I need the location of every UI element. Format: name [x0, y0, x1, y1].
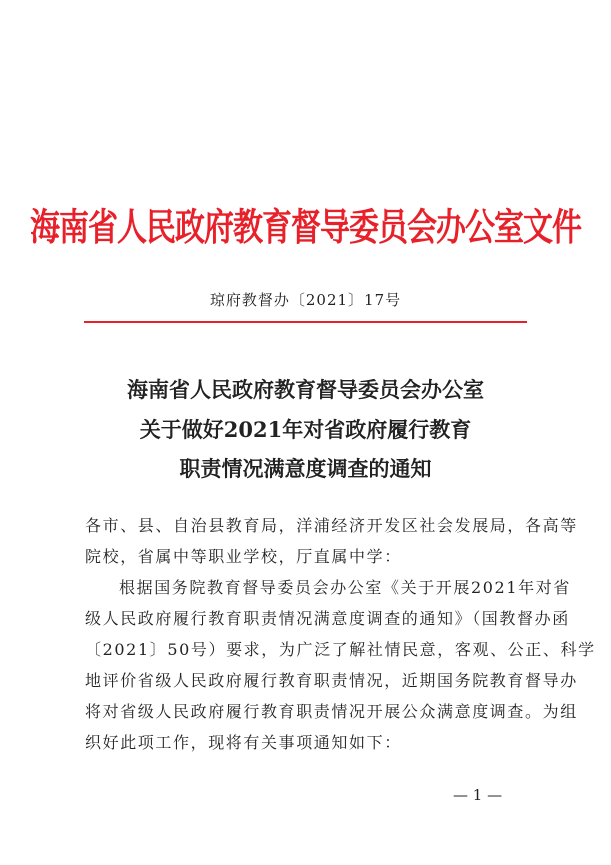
title-line: 关于做好2021年对省政府履行教育 — [139, 416, 472, 442]
issuer-header: 海南省人民政府教育督导委员会办公室文件 — [30, 206, 581, 250]
page-number: — 1 — — [453, 786, 503, 804]
body-line: 地评价省级人民政府履行教育职责情况，近期国务院教育督导办 — [85, 671, 578, 690]
document-body — [85, 510, 596, 758]
body-line: 织好此项工作，现将有关事项通知如下： — [85, 733, 402, 752]
body-line: 级人民政府履行教育职责情况满意度调查的通知》（国教督办函 — [85, 609, 570, 628]
body-line: 各市、县、自治县教育局，洋浦经济开发区社会发展局，各高等 — [85, 516, 578, 535]
title-line: 职责情况满意度调查的通知 — [179, 456, 432, 481]
document-title — [0, 370, 611, 489]
title-line: 海南省人民政府教育督导委员会办公室 — [127, 377, 484, 402]
document-number: 琼府教督办〔2021〕17号 — [209, 291, 402, 309]
body-line: 院校，省属中等职业学校，厅直属中学： — [85, 547, 402, 566]
body-line: 将对省级人民政府履行教育职责情况开展公众满意度调查。为组 — [85, 702, 578, 721]
red-divider — [84, 321, 527, 323]
body-line: 根据国务院教育督导委员会办公室《关于开展2021年对省 — [119, 578, 571, 597]
body-line: 〔2021〕50号）要求，为广泛了解社情民意，客观、公正、科学 — [85, 640, 596, 659]
